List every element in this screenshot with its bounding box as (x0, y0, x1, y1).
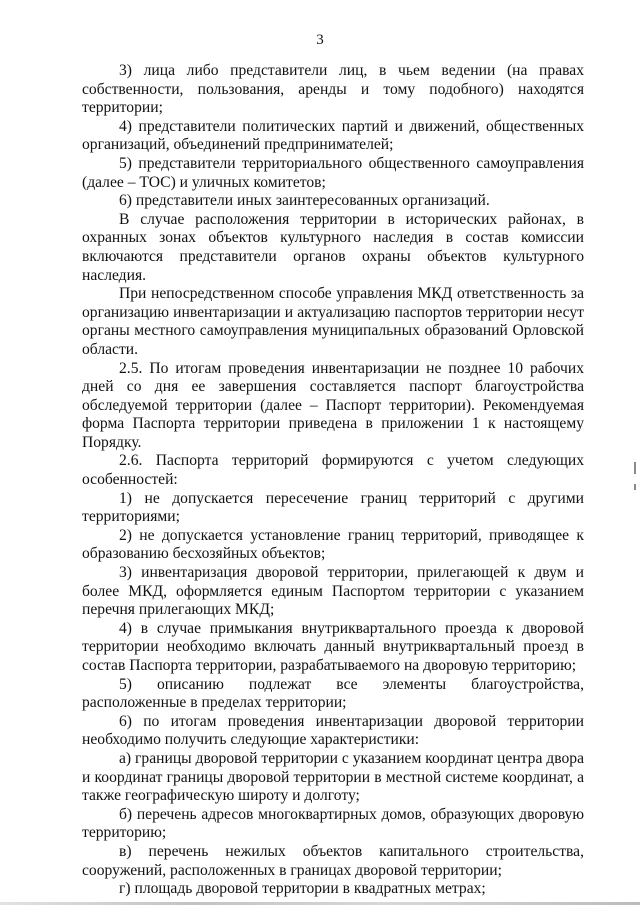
paragraph: 1) не допускается пересечение границ территорий с другими территориями; (82, 489, 584, 526)
scan-edge-mark (634, 484, 636, 490)
paragraph: 5) описанию подлежат все элементы благоустройства, расположенные в пределах территории; (82, 675, 584, 712)
paragraph: 2.6. Паспорта территорий формируются с учетом следующих особенностей: (82, 452, 584, 489)
paragraph: 6) представители иных заинтересованных организаций. (119, 192, 490, 210)
paragraph: г) площадь дворовой территории в квадратных метрах; (119, 880, 486, 898)
paragraph: 4) представители политических партий и движений, общественных организаций, объединений предпринимателей; (82, 117, 584, 154)
paragraph: в) перечень нежилых объектов капитального строительства, сооружений, расположенных в границах дворовой территории; (82, 842, 584, 879)
paragraph: 2.5. По итогам проведения инвентаризации не позднее 10 рабочих дней со дня ее завершения составляется паспорт благоустройства обследуемой территории (далее – Паспорт территории). Рекомендуемая форма Паспорта территории приведена в приложении 1 к настоящему Порядку. (82, 359, 584, 451)
paragraph: 4) в случае примыкания внутриквартального проезда к дворовой территории необходимо включать данный внутриквартальный проезд в состав Паспорта территории, разрабатываемого на дворовую территорию; (82, 619, 584, 674)
paragraph: В случае расположения территории в исторических районах, в охранных зонах объектов культурного наследия в состав комиссии включаются представители органов охраны объектов культурного наследия. (82, 210, 584, 284)
paragraph: При непосредственном способе управления МКД ответственность за организацию инвентаризации и актуализацию паспортов территории несут органы местного самоуправления муниципальных образований Орловской области. (82, 285, 584, 358)
paragraph: 3) инвентаризация дворовой территории, прилегающей к двум и более МКД, оформляется единым Паспортом территории с указанием перечня прилегающих МКД; (82, 564, 584, 619)
scan-edge-mark (634, 462, 636, 474)
document-body (82, 62, 584, 899)
paragraph: 6) по итогам проведения инвентаризации дворовой территории необходимо получить следующие характеристики: (82, 712, 584, 749)
paragraph: 5) представители территориального общественного самоуправления (далее – ТОС) и уличных комитетов; (82, 154, 584, 191)
paragraph: 2) не допускается установление границ территорий, приводящее к образованию бесхозяйных объектов; (82, 526, 584, 563)
paragraph: а) границы дворовой территории с указанием координат центра двора и координат границы дворовой территории в местной системе координат, а также географическую широту и долготу; (82, 749, 584, 805)
paragraph: б) перечень адресов многоквартирных домов, образующих дворовую территорию; (82, 805, 584, 842)
page-number: 3 (316, 32, 324, 48)
paragraph: 3) лица либо представители лиц, в чьем ведении (на правах собственности, пользования, аренды и тому подобного) находятся территории; (82, 62, 584, 117)
